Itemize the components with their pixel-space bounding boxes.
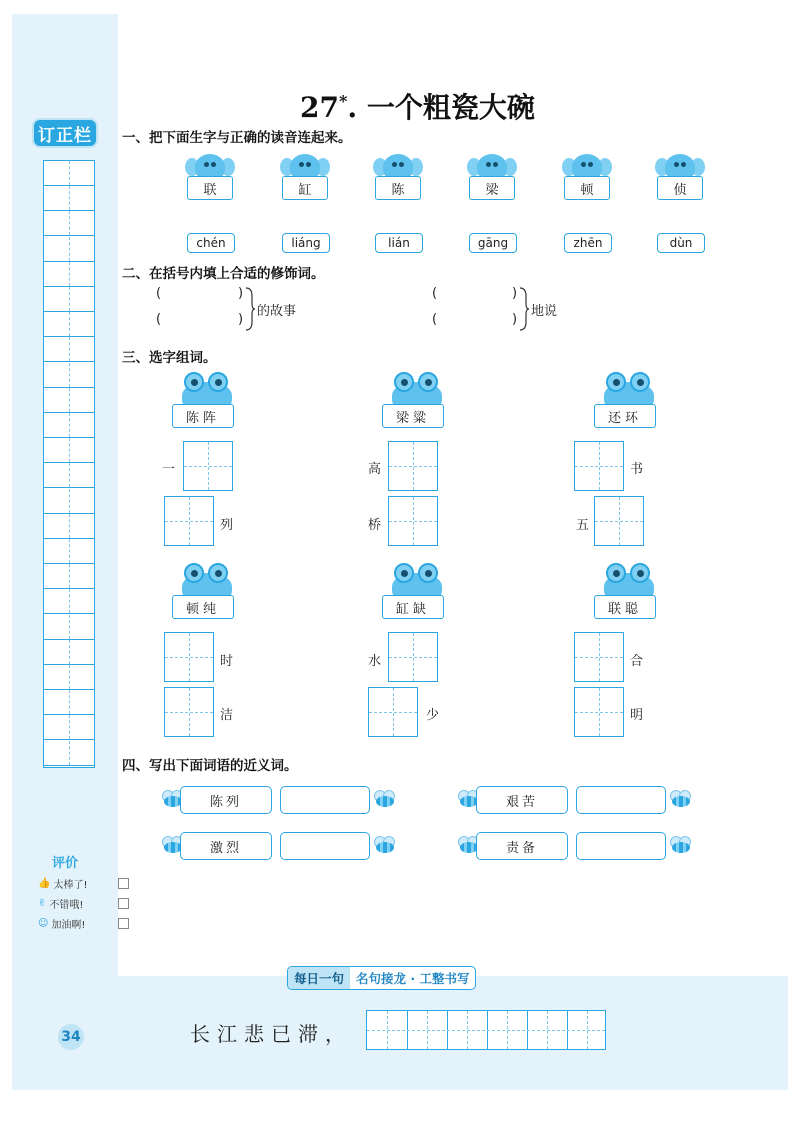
word-prompt-character: 五 — [576, 518, 590, 533]
frog-choice-card — [600, 372, 658, 430]
cell-guide — [69, 237, 70, 261]
character-label: 侦 — [657, 176, 703, 200]
paren-close: ) — [512, 312, 518, 327]
correction-cell[interactable] — [44, 539, 94, 564]
tian-grid-cell[interactable] — [574, 632, 624, 682]
tian-grid-cell[interactable] — [574, 687, 624, 737]
rating-panel — [22, 760, 108, 940]
elephant-eye — [299, 162, 304, 167]
correction-cell[interactable] — [44, 741, 94, 766]
tian-grid-cell[interactable] — [574, 441, 624, 491]
synonym-answer-box[interactable] — [280, 832, 370, 860]
frog-eye — [418, 563, 438, 583]
elephant-eye — [493, 162, 498, 167]
character-label: 联 — [187, 176, 233, 200]
frog-pupil — [191, 570, 198, 577]
paren-open: ( — [156, 286, 162, 301]
curly-brace-icon — [518, 286, 530, 332]
correction-cell[interactable] — [44, 564, 94, 589]
tian-grid-cell[interactable] — [594, 496, 644, 546]
modifier-blank[interactable] — [166, 287, 236, 305]
source-word: 激烈 — [180, 832, 272, 860]
cell-guide — [69, 665, 70, 689]
bee-icon — [668, 836, 692, 854]
paren-open: ( — [432, 286, 438, 301]
elephant-character-card[interactable] — [655, 154, 705, 206]
choice-characters: 还环 — [594, 404, 656, 428]
cell-guide — [69, 640, 70, 664]
smile-icon: ☺ — [38, 918, 49, 929]
frog-pupil — [191, 379, 198, 386]
synonym-answer-box[interactable] — [280, 786, 370, 814]
lesson-title — [300, 86, 535, 126]
cell-guide — [69, 211, 70, 235]
cell-guide — [69, 388, 70, 412]
page-number: 34 — [58, 1024, 84, 1050]
source-word: 陈列 — [180, 786, 272, 814]
frog-choice-card — [178, 372, 236, 430]
frog-eye — [606, 372, 626, 392]
word-prompt-character: 合 — [630, 654, 644, 669]
section1-heading: 一、把下面生字与正确的读音连起来。 — [122, 130, 352, 146]
cell-guide — [69, 489, 70, 513]
correction-cell[interactable] — [44, 690, 94, 715]
modifier-blank[interactable] — [442, 287, 510, 305]
cell-guide — [69, 564, 70, 588]
modifier-blank[interactable] — [166, 313, 236, 331]
tian-grid-cell[interactable] — [388, 441, 438, 491]
pinyin-option[interactable]: chén — [187, 233, 235, 253]
rating-option-label: 太棒了! — [53, 880, 88, 891]
choice-characters: 梁粱 — [382, 404, 444, 428]
poem-line: 长江悲已滞， — [190, 1022, 352, 1046]
word-prompt-character: 一 — [162, 462, 176, 477]
cell-guide — [69, 186, 70, 210]
choice-characters: 顿纯 — [172, 595, 234, 619]
correction-cell[interactable] — [44, 640, 94, 665]
correction-cell[interactable] — [44, 665, 94, 690]
elephant-eye — [486, 162, 491, 167]
elephant-character-card[interactable] — [373, 154, 423, 206]
elephant-eye — [392, 162, 397, 167]
cell-guide — [69, 363, 70, 387]
section4-heading: 四、写出下面词语的近义词。 — [122, 758, 298, 774]
cell-guide — [69, 438, 70, 462]
cell-guide — [69, 262, 70, 286]
lesson-mark: * — [338, 91, 348, 111]
tian-grid-cell[interactable] — [368, 687, 418, 737]
daily-sentence-tag — [287, 966, 476, 990]
bee-icon — [372, 790, 396, 808]
character-label: 顿 — [564, 176, 610, 200]
source-word: 责备 — [476, 832, 568, 860]
cell-guide — [69, 589, 70, 613]
choice-characters: 缸缺 — [382, 595, 444, 619]
character-label: 缸 — [282, 176, 328, 200]
curly-brace-icon — [244, 286, 256, 332]
elephant-eye — [674, 162, 679, 167]
cell-guide — [69, 463, 70, 487]
frog-eye — [208, 563, 228, 583]
correction-cell[interactable] — [44, 514, 94, 539]
bee-body — [672, 842, 690, 853]
correction-cell[interactable] — [44, 287, 94, 312]
pinyin-option[interactable]: dùn — [657, 233, 705, 253]
correction-cell[interactable] — [44, 312, 94, 337]
cell-guide — [69, 615, 70, 639]
elephant-eye — [581, 162, 586, 167]
correction-grid[interactable] — [43, 160, 95, 768]
correction-cell[interactable] — [44, 211, 94, 236]
elephant-character-card[interactable] — [467, 154, 517, 206]
bee-body — [376, 796, 394, 807]
rating-option-label: 不错哦! — [49, 900, 84, 911]
frog-eye — [184, 372, 204, 392]
word-prompt-character: 洁 — [220, 708, 234, 723]
character-label: 梁 — [469, 176, 515, 200]
word-prompt-character: 少 — [426, 708, 440, 723]
rating-checkbox[interactable] — [118, 898, 129, 909]
correction-cell[interactable] — [44, 262, 94, 287]
elephant-eye — [399, 162, 404, 167]
correction-cell[interactable] — [44, 438, 94, 463]
paren-open: ( — [432, 312, 438, 327]
word-prompt-character: 书 — [630, 462, 644, 477]
rating-option-try[interactable] — [38, 916, 85, 931]
correction-cell[interactable] — [44, 715, 94, 740]
tian-grid-cell[interactable] — [388, 496, 438, 546]
word-prompt-character: 明 — [630, 708, 644, 723]
correction-cell[interactable] — [44, 237, 94, 262]
paren-close: ) — [238, 312, 244, 327]
bee-icon — [372, 836, 396, 854]
ok-hand-icon: ✌ — [38, 898, 47, 909]
paren-close: ) — [512, 286, 518, 301]
cell-guide — [69, 287, 70, 311]
suffix-story: 的故事 — [257, 304, 297, 319]
word-prompt-character: 时 — [220, 654, 234, 669]
choice-characters: 联聪 — [594, 595, 656, 619]
pinyin-option[interactable]: liáng — [282, 233, 330, 253]
rating-checkbox[interactable] — [118, 918, 129, 929]
frog-pupil — [425, 379, 432, 386]
elephant-eye — [306, 162, 311, 167]
frog-eye — [394, 372, 414, 392]
cell-guide — [69, 337, 70, 361]
section2-heading: 二、在括号内填上合适的修饰词。 — [122, 266, 325, 282]
rating-option-great[interactable] — [38, 876, 87, 891]
elephant-eye — [681, 162, 686, 167]
word-prompt-character: 桥 — [368, 518, 382, 533]
writing-grid[interactable] — [366, 1010, 606, 1050]
rating-option-good[interactable] — [38, 896, 83, 911]
correction-cell[interactable] — [44, 388, 94, 413]
cell-guide — [69, 741, 70, 765]
source-word: 艰苦 — [476, 786, 568, 814]
correction-cell[interactable] — [44, 363, 94, 388]
correction-column-label: 订正栏 — [34, 120, 96, 146]
section3-heading: 三、选字组词。 — [122, 350, 217, 366]
rating-option-label: 加油啊! — [51, 920, 86, 931]
tian-grid-cell[interactable] — [164, 632, 214, 682]
word-prompt-character: 高 — [368, 462, 382, 477]
paren-open: ( — [156, 312, 162, 327]
tian-grid-cell[interactable] — [388, 632, 438, 682]
synonym-answer-box[interactable] — [576, 786, 666, 814]
cell-guide — [69, 312, 70, 336]
frog-choice-card — [388, 563, 446, 621]
frog-eye — [184, 563, 204, 583]
frog-eye — [418, 372, 438, 392]
word-prompt-character: 列 — [220, 518, 234, 533]
correction-cell[interactable] — [44, 161, 94, 186]
frog-choice-card — [388, 372, 446, 430]
tian-grid-cell[interactable] — [164, 496, 214, 546]
pinyin-option[interactable]: lián — [375, 233, 423, 253]
pinyin-option[interactable]: zhēn — [564, 233, 612, 253]
rating-title: 评价 — [52, 856, 79, 871]
daily-tag-subtitle: 名句接龙 · 工整书写 — [356, 971, 470, 986]
daily-tag-label: 每日一句 — [288, 967, 350, 989]
cell-guide — [69, 715, 70, 739]
frog-pupil — [215, 379, 222, 386]
cell-guide — [69, 413, 70, 437]
thumbs-up-icon: 👍 — [38, 878, 51, 889]
frog-pupil — [613, 379, 620, 386]
elephant-eye — [204, 162, 209, 167]
character-label: 陈 — [375, 176, 421, 200]
frog-eye — [208, 372, 228, 392]
elephant-eye — [588, 162, 593, 167]
correction-cell[interactable] — [44, 615, 94, 640]
frog-pupil — [425, 570, 432, 577]
correction-cell[interactable] — [44, 589, 94, 614]
synonym-answer-box[interactable] — [576, 832, 666, 860]
bee-body — [672, 796, 690, 807]
writing-row-guide — [367, 1030, 605, 1031]
correction-cell[interactable] — [44, 489, 94, 514]
frog-pupil — [215, 570, 222, 577]
frog-eye — [606, 563, 626, 583]
frog-eye — [630, 563, 650, 583]
elephant-character-card[interactable] — [185, 154, 235, 206]
frog-pupil — [613, 570, 620, 577]
cell-guide — [69, 539, 70, 563]
bee-icon — [668, 790, 692, 808]
tian-grid-cell[interactable] — [164, 687, 214, 737]
frog-pupil — [401, 379, 408, 386]
correction-cell[interactable] — [44, 463, 94, 488]
frog-pupil — [637, 379, 644, 386]
cell-guide — [69, 690, 70, 714]
lesson-number: 27 — [300, 91, 339, 124]
elephant-character-card[interactable] — [280, 154, 330, 206]
paren-close: ) — [238, 286, 244, 301]
lesson-title-text: . 一个粗瓷大碗 — [347, 91, 535, 124]
frog-eye — [630, 372, 650, 392]
word-prompt-character: 水 — [368, 654, 382, 669]
frog-eye — [394, 563, 414, 583]
suffix-said: 地说 — [531, 304, 558, 319]
frog-choice-card — [178, 563, 236, 621]
correction-cell[interactable] — [44, 337, 94, 362]
rating-checkbox[interactable] — [118, 878, 129, 889]
frog-choice-card — [600, 563, 658, 621]
cell-guide — [69, 161, 70, 185]
cell-guide — [69, 514, 70, 538]
correction-cell[interactable] — [44, 186, 94, 211]
elephant-character-card[interactable] — [562, 154, 612, 206]
tian-grid-cell[interactable] — [183, 441, 233, 491]
modifier-blank[interactable] — [442, 313, 510, 331]
frog-pupil — [401, 570, 408, 577]
frog-pupil — [637, 570, 644, 577]
elephant-eye — [211, 162, 216, 167]
bee-body — [376, 842, 394, 853]
correction-cell[interactable] — [44, 413, 94, 438]
pinyin-option[interactable]: gāng — [469, 233, 517, 253]
choice-characters: 陈阵 — [172, 404, 234, 428]
